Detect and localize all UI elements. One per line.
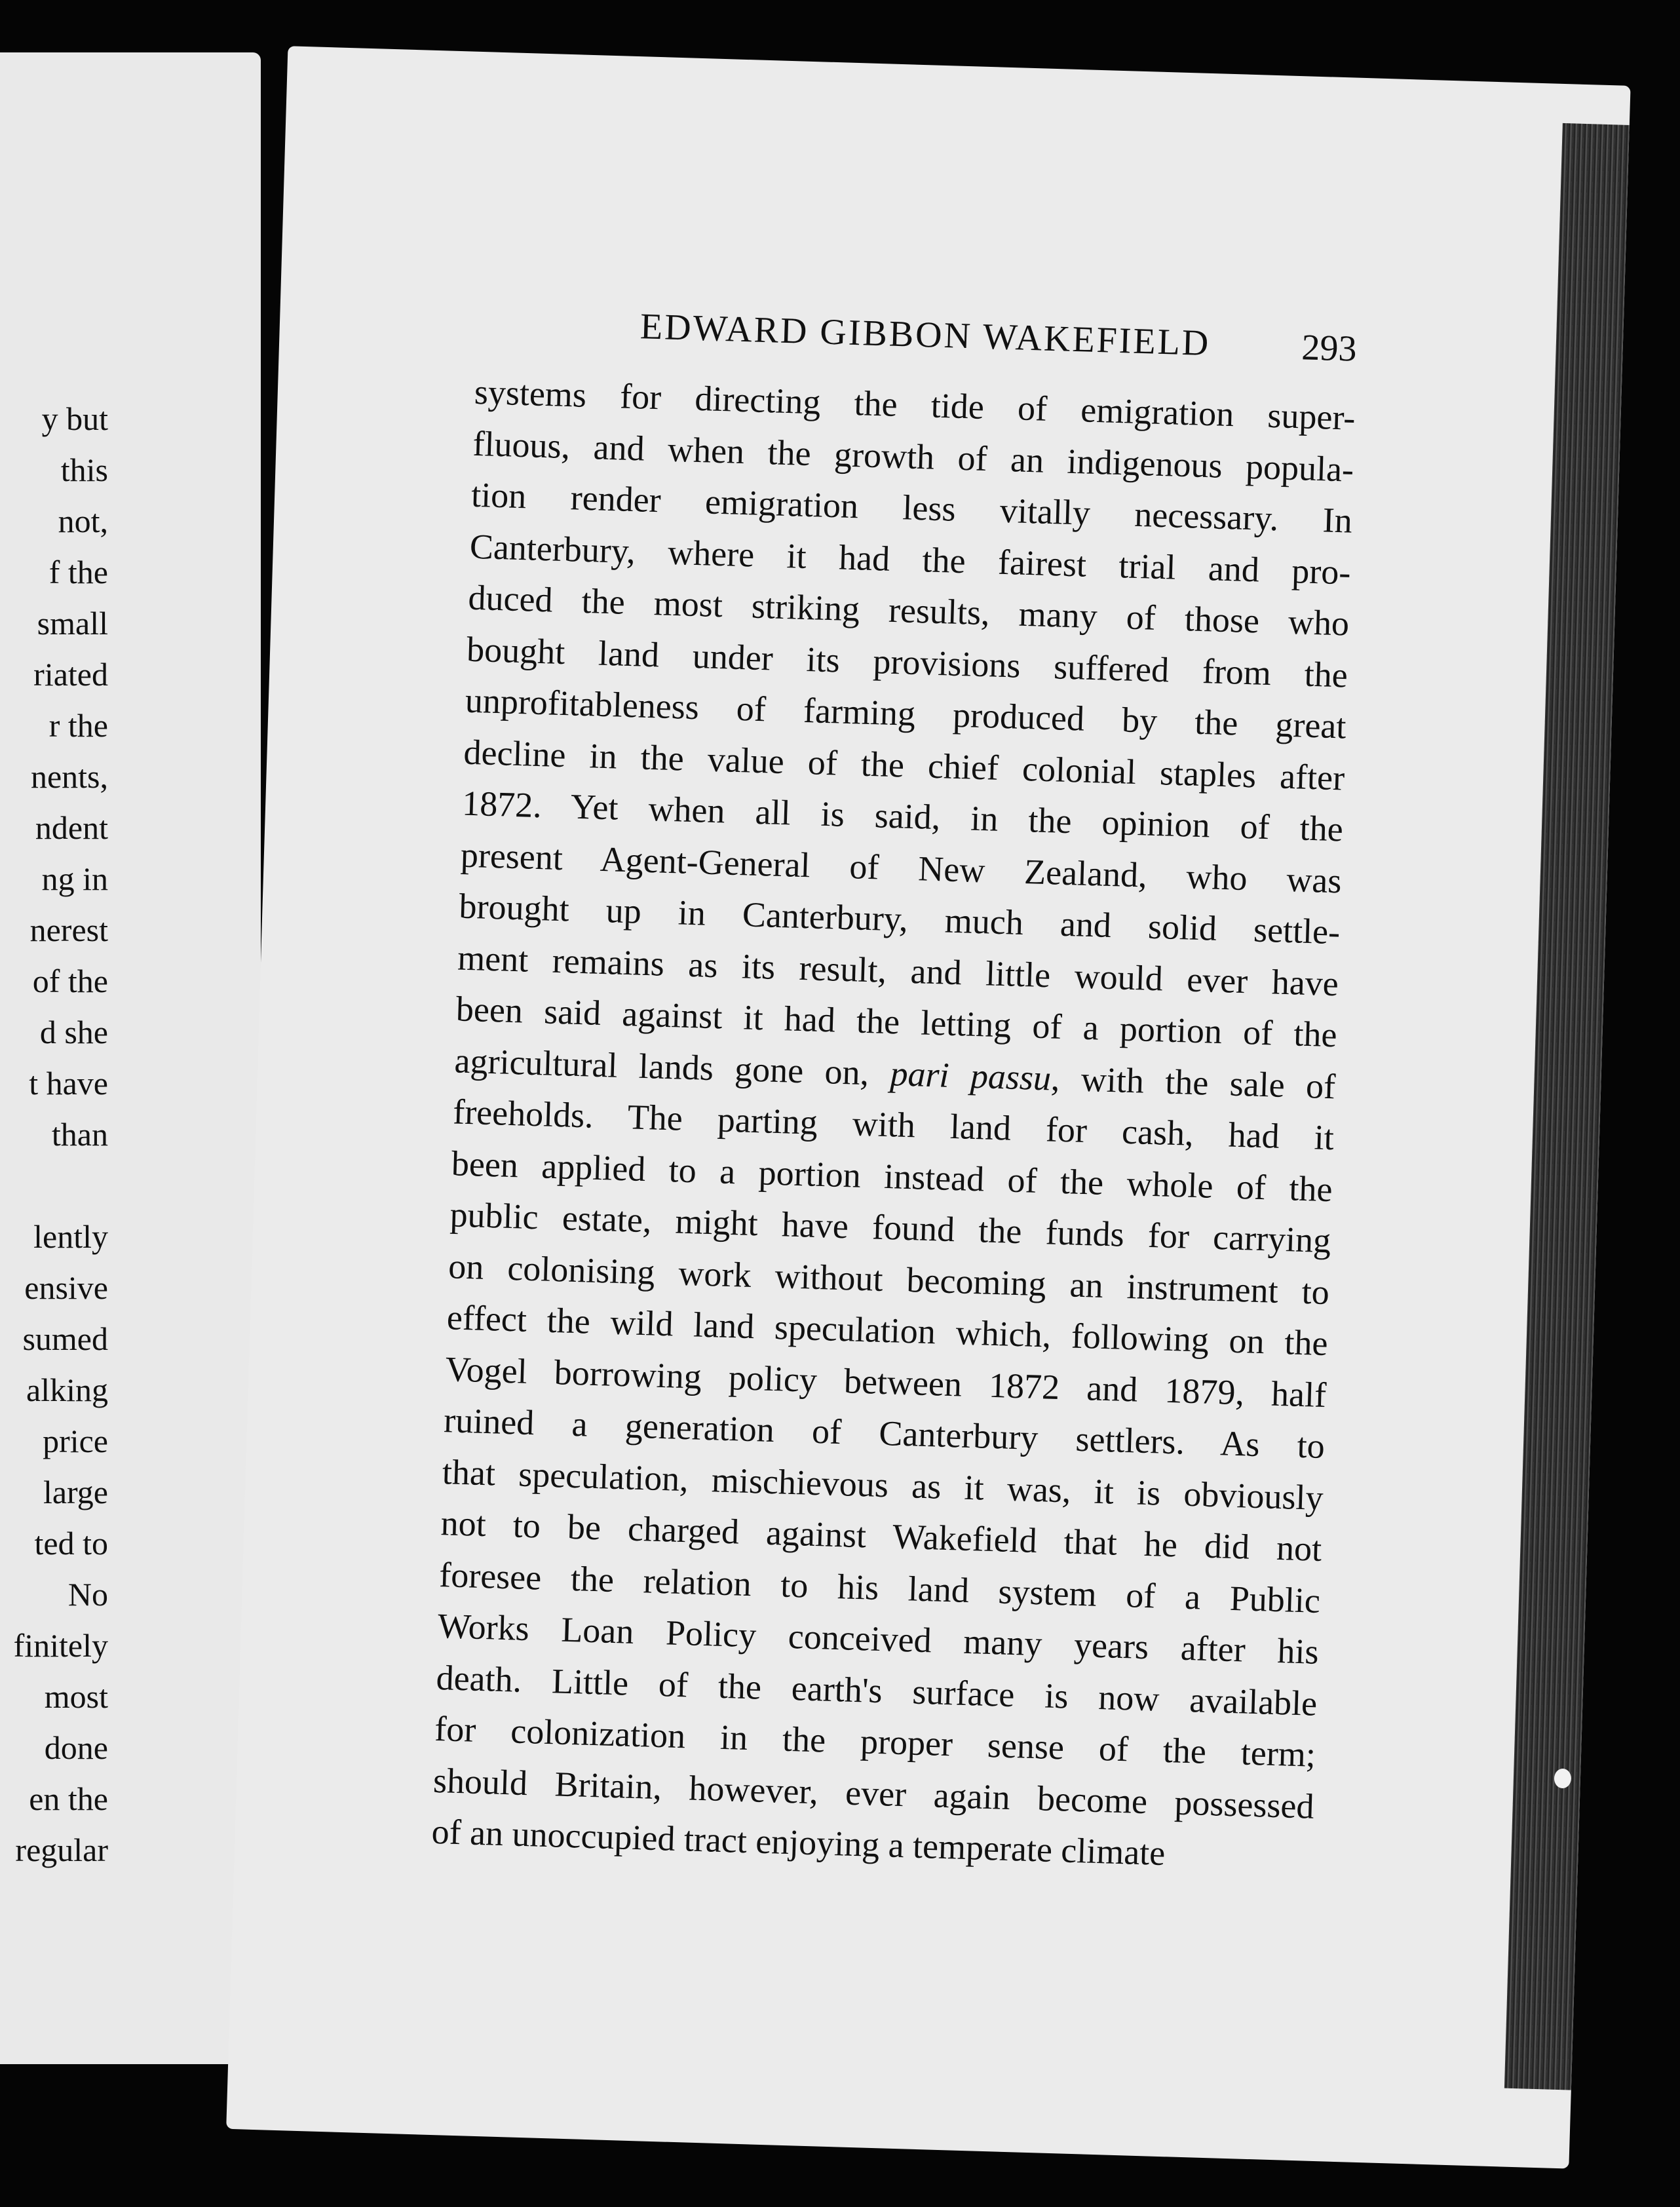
- left-page-line: f the: [48, 554, 108, 590]
- text-line: on colonising work without becoming an instrument to: [448, 1246, 1330, 1312]
- text-line: death. Little of the earth's surface is now available: [435, 1657, 1318, 1723]
- text-line: Canterbury, where it had the fairest trial and pro-: [469, 526, 1352, 592]
- running-head: EDWARD GIBBON WAKEFIELD: [640, 306, 1212, 364]
- left-page-line: [0, 1160, 108, 1211]
- left-page-line: en the: [29, 1780, 108, 1817]
- text-line: tion render emigration less vitally necessary. In: [470, 474, 1353, 541]
- left-page-line: ndent: [35, 809, 108, 846]
- left-page-line: regular: [15, 1832, 108, 1868]
- text-span: , with the sale of: [1050, 1058, 1337, 1106]
- text-line: 1872. Yet when all is said, in the opinion of the: [461, 783, 1344, 849]
- left-page-line: this: [60, 451, 108, 488]
- text-line: effect the wild land speculation which, following on the: [446, 1297, 1329, 1364]
- text-line: decline in the value of the chief colonial staples after: [463, 732, 1345, 797]
- body-text: [431, 366, 1356, 1883]
- text-line: Vogel borrowing policy between 1872 and 1879, half: [444, 1349, 1327, 1415]
- text-line: bought land under its provisions suffered from the: [466, 629, 1348, 695]
- left-page-line: most: [44, 1678, 108, 1715]
- left-page-line: ng in: [41, 860, 108, 897]
- page-number: 293: [1301, 327, 1358, 370]
- text-line: been applied to a portion instead of the whole of the: [451, 1143, 1333, 1209]
- text-line: present Agent-General of New Zealand, who was: [460, 835, 1343, 900]
- left-page-text: [0, 393, 108, 1875]
- text-line: that speculation, mischievous as it was, it is obviously: [442, 1451, 1324, 1518]
- left-page-line: large: [43, 1474, 108, 1510]
- text-line: freeholds. The parting with land for cash, had it: [452, 1092, 1335, 1158]
- left-page-line: not,: [58, 503, 108, 539]
- page-edge: [1504, 123, 1631, 2090]
- text-line: foresee the relation to his land system of a Public: [438, 1554, 1321, 1621]
- left-page-line: ensive: [24, 1269, 108, 1306]
- left-page-line: r the: [48, 707, 108, 744]
- text-line: Works Loan Policy conceived many years after his: [437, 1606, 1320, 1672]
- text-line: for colonization in the proper sense of the term;: [434, 1708, 1316, 1775]
- text-line: of an unoccupied tract enjoying a temperate climate: [430, 1811, 1166, 1873]
- left-page-line: lently: [33, 1218, 108, 1255]
- left-page-line: alking: [26, 1372, 108, 1408]
- text-line: brought up in Canterbury, much and solid settle-: [458, 886, 1341, 952]
- left-page-line: nerest: [29, 912, 108, 948]
- text-line: ment remains as its result, and little would ever have: [457, 937, 1339, 1003]
- text-span: agricultural lands gone on,: [453, 1040, 891, 1093]
- left-page-line: nents,: [30, 758, 108, 795]
- text-line: unprofitableness of farming produced by the great: [465, 680, 1347, 746]
- text-line: been said against it had the letting of a portion of the: [455, 989, 1338, 1055]
- left-page-line: than: [51, 1116, 108, 1153]
- left-page-line: riated: [33, 656, 108, 693]
- text-line: duced the most striking results, many of those who: [467, 577, 1350, 643]
- left-page-line: small: [37, 605, 108, 642]
- left-page-line: done: [44, 1729, 108, 1766]
- left-facing-page: [0, 52, 261, 2064]
- left-page-line: No: [67, 1576, 108, 1613]
- right-page: [226, 46, 1630, 2168]
- text-line: fluous, and when the growth of an indigenous popula-: [472, 423, 1354, 489]
- left-page-line: price: [43, 1423, 108, 1459]
- left-page-line: finitely: [13, 1627, 108, 1664]
- italic-phrase: pari passu: [889, 1053, 1052, 1098]
- text-line: public estate, might have found the funds for carrying: [449, 1195, 1332, 1261]
- text-line: not to be charged against Wakefield that he did not: [440, 1503, 1323, 1569]
- left-page-line: t have: [29, 1065, 108, 1102]
- left-page-line: of the: [32, 963, 108, 999]
- left-page-line: d she: [39, 1014, 108, 1050]
- text-line: should Britain, however, ever again become possessed: [432, 1760, 1315, 1826]
- text-line: ruined a generation of Canterbury settlers. As to: [443, 1400, 1326, 1467]
- left-page-line: y but: [41, 400, 108, 437]
- text-line: systems for directing the tide of emigration super-: [474, 372, 1356, 438]
- left-page-line: ted to: [34, 1525, 108, 1562]
- left-page-line: sumed: [22, 1320, 108, 1357]
